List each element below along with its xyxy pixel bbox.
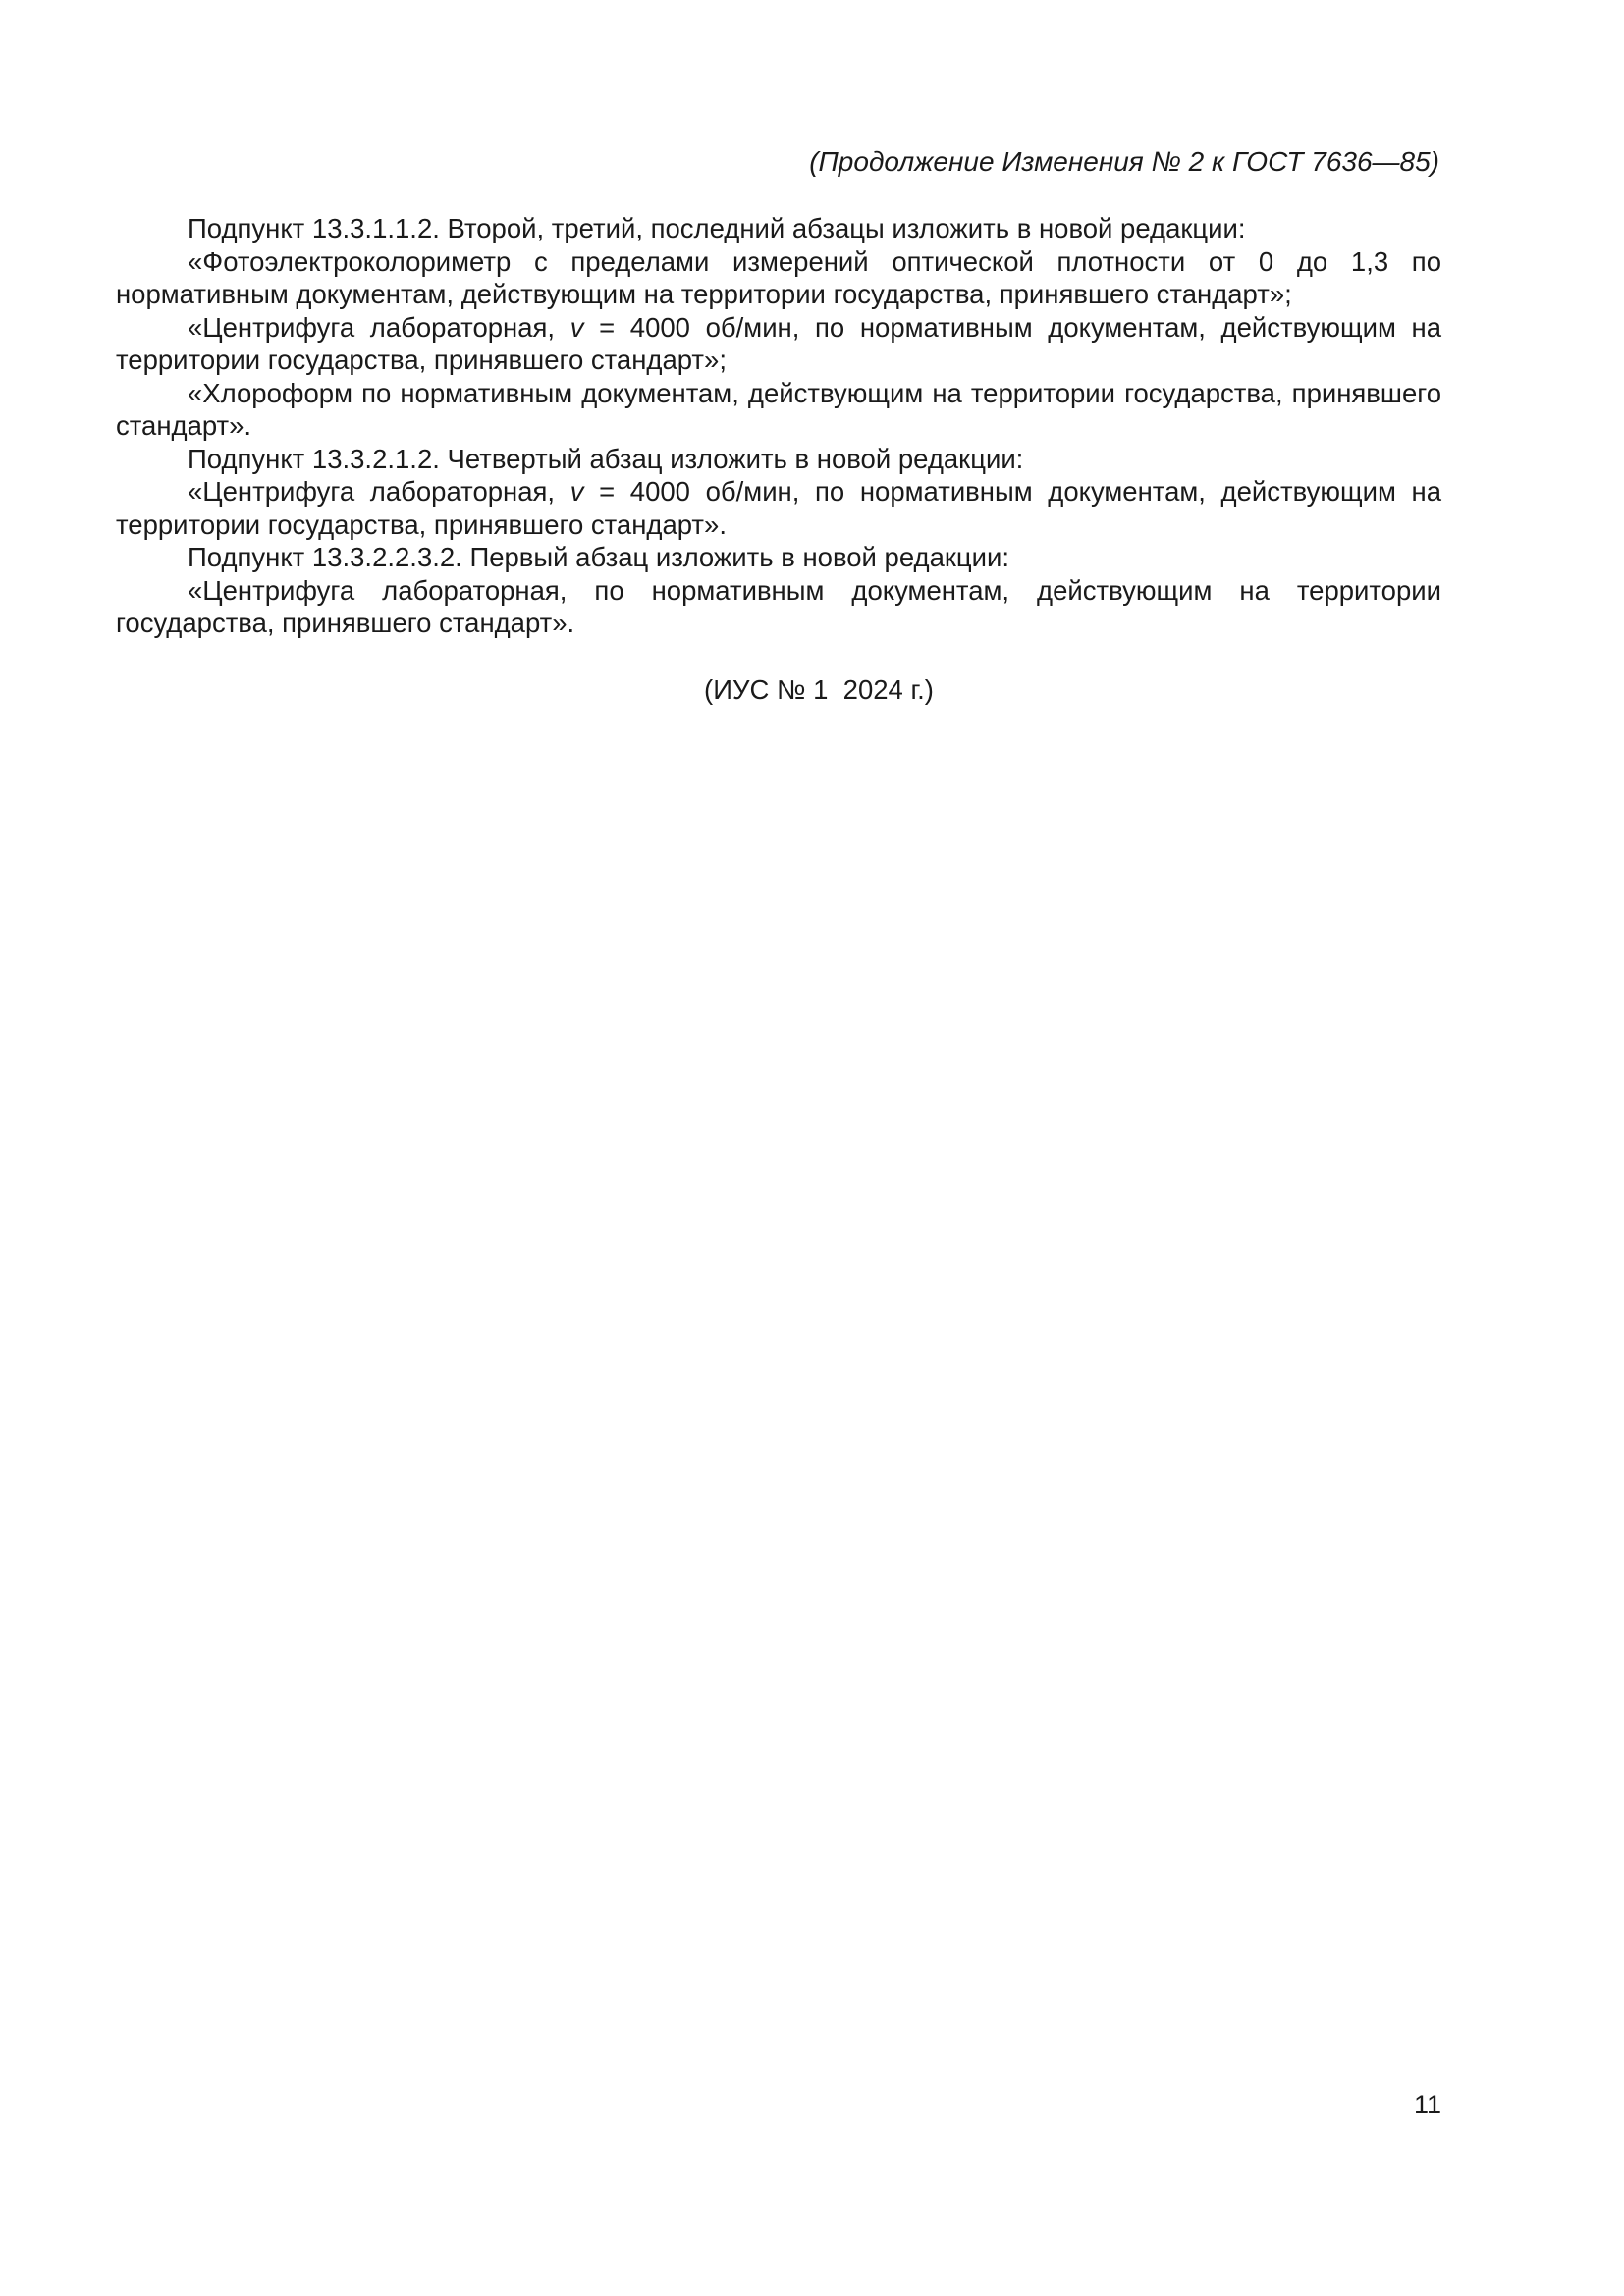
centrifuge-2-before: «Центрифуга лабораторная,: [188, 476, 570, 507]
centrifuge-1-variable: v: [569, 311, 584, 343]
paragraph-subclause-13-3-2-2-3-2: Подпункт 13.3.2.2.3.2. Первый абзац изложить в новой редакции:: [188, 542, 1010, 572]
continuation-note: (Продолжение Изменения № 2 к ГОСТ 7636—85): [809, 146, 1439, 177]
centrifuge-2-variable: v: [569, 476, 584, 507]
paragraph-centrifuge-2: [116, 475, 1441, 541]
paragraph-centrifuge-1: [116, 311, 1441, 377]
document-body: [116, 212, 1441, 640]
centrifuge-2-after: = 4000 об/мин, по нормативным документам, действующим на территории государства, принявшего стандарт».: [116, 476, 1441, 540]
paragraph-subclause-13-3-1-1-2: Подпункт 13.3.1.1.2. Второй, третий, последний абзацы изложить в новой редакции:: [188, 213, 1246, 243]
paragraph-centrifuge-3: «Центрифуга лабораторная, по нормативным документам, действующим на территории государства, принявшего стандарт».: [116, 574, 1441, 638]
centrifuge-1-before: «Центрифуга лабораторная,: [188, 311, 570, 343]
paragraph-subclause-13-3-2-1-2: Подпункт 13.3.2.1.2. Четвертый абзац изложить в новой редакции:: [188, 443, 1024, 474]
page-number: 11: [1413, 2090, 1441, 2119]
centrifuge-1-after: = 4000 об/мин, по нормативным документам, действующим на территории государства, принявшего стандарт»;: [116, 311, 1441, 375]
paragraph-chloroform: «Хлороформ по нормативным документам, действующим на территории государства, принявшего стандарт».: [116, 377, 1441, 441]
paragraph-photoelectrocolorimeter: «Фотоэлектроколориметр с пределами измерений оптической плотности от 0 до 1,3 по нормативным документам, действующим на территории государства, принявшего стандарт»;: [116, 245, 1441, 309]
source-reference: (ИУС № 1 2024 г.): [704, 674, 934, 705]
